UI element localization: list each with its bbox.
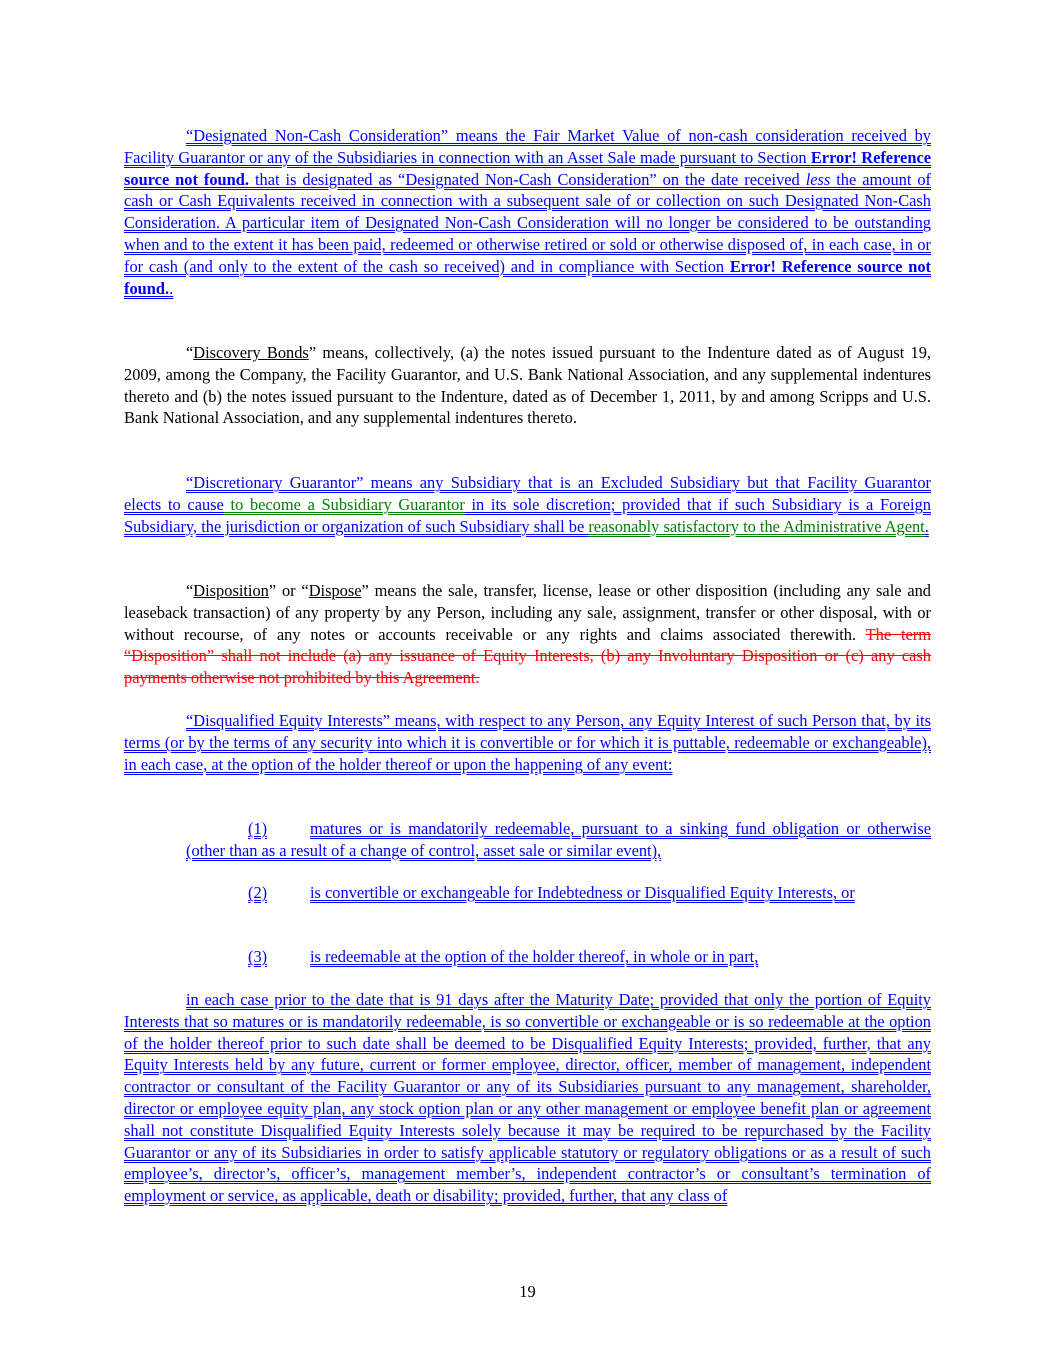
definition-disposition: “Disposition” or “Dispose” means the sale, transfer, license, lease or other disposition (including any sale and leaseback transaction) of any property by any Person, including any sale, assignment, transfer or other disposal, with or without recourse, of any notes or accounts receivable or any rights and claims associated therewith. The term “Disposition” shall not include (a) any issuance of Equity Interests, (b) any Involuntary Disposition or (c) any cash payments otherwise not prohibited by this Agreement. (124, 581, 931, 688)
page-number: 19 (519, 1282, 536, 1301)
defined-term: Discovery Bonds (193, 343, 309, 362)
defined-term: Dispose (308, 581, 362, 600)
error-reference-2: Error! Reference source not found. (124, 256, 931, 298)
definition-disqualified-equity-interests: “Disqualified Equity Interests” means, with respect to any Person, any Equity Interest of such Person that, by its terms (or by the terms of any security into which it is convertible or for which it is puttable, redeemable or exchangeable), in each case, at the option of the holder thereof or upon the happening of any event: (124, 711, 931, 774)
definition-discovery-bonds: “Discovery Bonds” means, collectively, (a) the notes issued pursuant to the Indenture dated as of August 19, 2009, among the Company, the Facility Guarantor, and U.S. Bank National Association, and any supplemental indentures thereto and (b) the notes issued pursuant to the Indenture, dated as of December 1, 2011, by and among Scripps and U.S. Bank National Association, and any supplemental indentures thereto. (124, 343, 932, 428)
deleted-text: The term “Disposition” shall not include (a) any issuance of Equity Interests, (b) any Involuntary Disposition or (c) any cash payments otherwise not prohibited by this Agreement. (124, 624, 931, 688)
list-item: (2) is convertible or exchangeable for Indebtedness or Disqualified Equity Interests, or (248, 883, 855, 902)
defined-term: Disposition (193, 581, 269, 600)
list-item: (3) is redeemable at the option of the holder thereof, in whole or in part, (248, 947, 759, 966)
list-item: (1) matures or is mandatorily redeemable, pursuant to a sinking fund obligation or otherwise (other than as a result of a change of control, asset sale or similar event), (186, 819, 931, 860)
error-reference-1: Error! Reference source not found. (124, 147, 931, 189)
definition-discretionary-guarantor: “Discretionary Guarantor” means any Subsidiary that is an Excluded Subsidiary but that Facility Guarantor elects to cause to become a Subsidiary Guarantor in its sole discretion; provided that if such Subsidiary is a Foreign Subsidiary, the jurisdiction or organization of such Subsidiary shall be reasonably satisfactory to the Administrative Agent. (124, 473, 931, 536)
definition-designated-non-cash-consideration: “Designated Non-Cash Consideration” means the Fair Market Value of non-cash consideration received by Facility Guarantor or any of the Subsidiaries in connection with an Asset Sale made pursuant to Section Error! Reference source not found. that is designated as “Designated Non-Cash Consideration” on the date received less the amount of cash or Cash Equivalents received in connection with a subsequent sale of or collection on such Designated Non-Cash Consideration. A particular item of Designated Non-Cash Consideration will no longer be considered to be outstanding when and to the extent it has been paid, redeemed or otherwise retired or sold or otherwise disposed of, in each case, in or for cash (and only to the extent of the cash so received) and in compliance with Section Error! Reference source not found.. (124, 126, 932, 298)
definition-continuation: in each case prior to the date that is 91 days after the Maturity Date; provided that only the portion of Equity Interests that so matures or is mandatorily redeemable, is so convertible or exchangeable or is so redeemable at the option of the holder thereof prior to such date shall be deemed to be Disqualified Equity Interests; provided, further, that any Equity Interests held by any future, current or former employee, director, officer, member of management, independent contractor or consultant of the Facility Guarantor or any of its Subsidiaries pursuant to any management, shareholder, director or employee equity plan, any stock option plan or any other management or employee benefit plan or agreement shall not constitute Disqualified Equity Interests solely because it may be required to be repurchased by the Facility Guarantor or any of its Subsidiaries in order to satisfy applicable statutory or regulatory obligations or as a result of such employee’s, director’s, officer’s, management member’s, independent contractor’s or consultant’s termination of employment or service, as applicable, death or disability; provided, further, that any class of (124, 990, 931, 1206)
